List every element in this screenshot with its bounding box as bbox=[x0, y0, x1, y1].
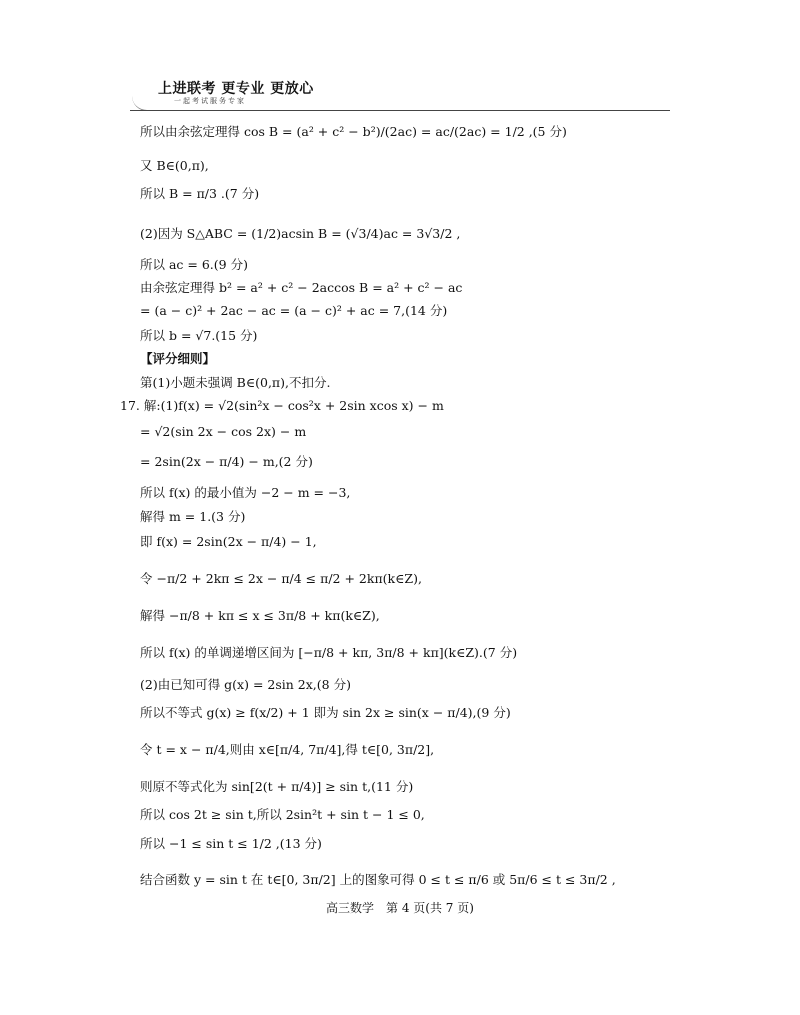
solution-line: 第(1)小题未强调 B∈(0,π),不扣分. bbox=[140, 375, 331, 390]
solution-line: 所以 ac = 6.(9 分) bbox=[140, 257, 248, 272]
solution-line: (2)由已知可得 g(x) = 2sin 2x,(8 分) bbox=[140, 677, 351, 692]
brand-logo-swoosh bbox=[132, 96, 160, 111]
solution-line: 所以 B = π/3 .(7 分) bbox=[140, 186, 260, 201]
solution-line: 令 t = x − π/4,则由 x∈[π/4, 7π/4],得 t∈[0, 3π/2], bbox=[140, 742, 435, 757]
solution-line: 结合函数 y = sin t 在 t∈[0, 3π/2] 上的图象可得 0 ≤ t ≤ π/6 或 5π/6 ≤ t ≤ 3π/2 , bbox=[140, 872, 616, 887]
brand-slogan: 上进联考 更专业 更放心 bbox=[158, 81, 314, 97]
solution-line: = (a − c)² + 2ac − ac = (a − c)² + ac = 7,(14 分) bbox=[140, 303, 448, 318]
page-footer: 高三数学 第 4 页(共 7 页) bbox=[326, 901, 474, 915]
solution-line: 所以 −1 ≤ sin t ≤ 1/2 ,(13 分) bbox=[140, 836, 322, 851]
page-header bbox=[130, 78, 670, 114]
solution-line: 所以 cos 2t ≥ sin t,所以 2sin²t + sin t − 1 ≤ 0, bbox=[140, 807, 425, 822]
scoring-rules-heading: 【评分细则】 bbox=[140, 351, 216, 366]
solution-line: 所以 f(x) 的最小值为 −2 − m = −3, bbox=[140, 485, 351, 500]
solution-line: 所以 b = √7.(15 分) bbox=[140, 328, 258, 343]
solution-line: = √2(sin 2x − cos 2x) − m bbox=[140, 424, 307, 439]
header-divider bbox=[130, 110, 670, 111]
solution-line: 令 −π/2 + 2kπ ≤ 2x − π/4 ≤ π/2 + 2kπ(k∈Z), bbox=[140, 571, 422, 586]
solution-line: 则原不等式化为 sin[2(t + π/4)] ≥ sin t,(11 分) bbox=[140, 779, 414, 794]
solution-line: 解得 −π/8 + kπ ≤ x ≤ 3π/8 + kπ(k∈Z), bbox=[140, 608, 380, 623]
brand-subtitle: 一起考试服务专家 bbox=[174, 97, 246, 105]
solution-line: 由余弦定理得 b² = a² + c² − 2accos B = a² + c² − ac bbox=[140, 280, 463, 295]
solution-line: 所以由余弦定理得 cos B = (a² + c² − b²)/(2ac) = ac/(2ac) = 1/2 ,(5 分) bbox=[140, 124, 567, 139]
solution-line: 又 B∈(0,π), bbox=[140, 158, 209, 173]
solution-line: (2)因为 S△ABC = (1/2)acsin B = (√3/4)ac = 3√3/2 , bbox=[140, 226, 461, 241]
solution-line: 所以 f(x) 的单调递增区间为 [−π/8 + kπ, 3π/8 + kπ](k∈Z).(7 分) bbox=[140, 645, 518, 660]
question-17-start: 17. 解:(1)f(x) = √2(sin²x − cos²x + 2sin xcos x) − m bbox=[120, 398, 444, 413]
solution-line: 即 f(x) = 2sin(2x − π/4) − 1, bbox=[140, 534, 317, 549]
solution-line: 所以不等式 g(x) ≥ f(x/2) + 1 即为 sin 2x ≥ sin(x − π/4),(9 分) bbox=[140, 705, 511, 720]
solution-line: 解得 m = 1.(3 分) bbox=[140, 509, 246, 524]
solution-line: = 2sin(2x − π/4) − m,(2 分) bbox=[140, 454, 313, 469]
